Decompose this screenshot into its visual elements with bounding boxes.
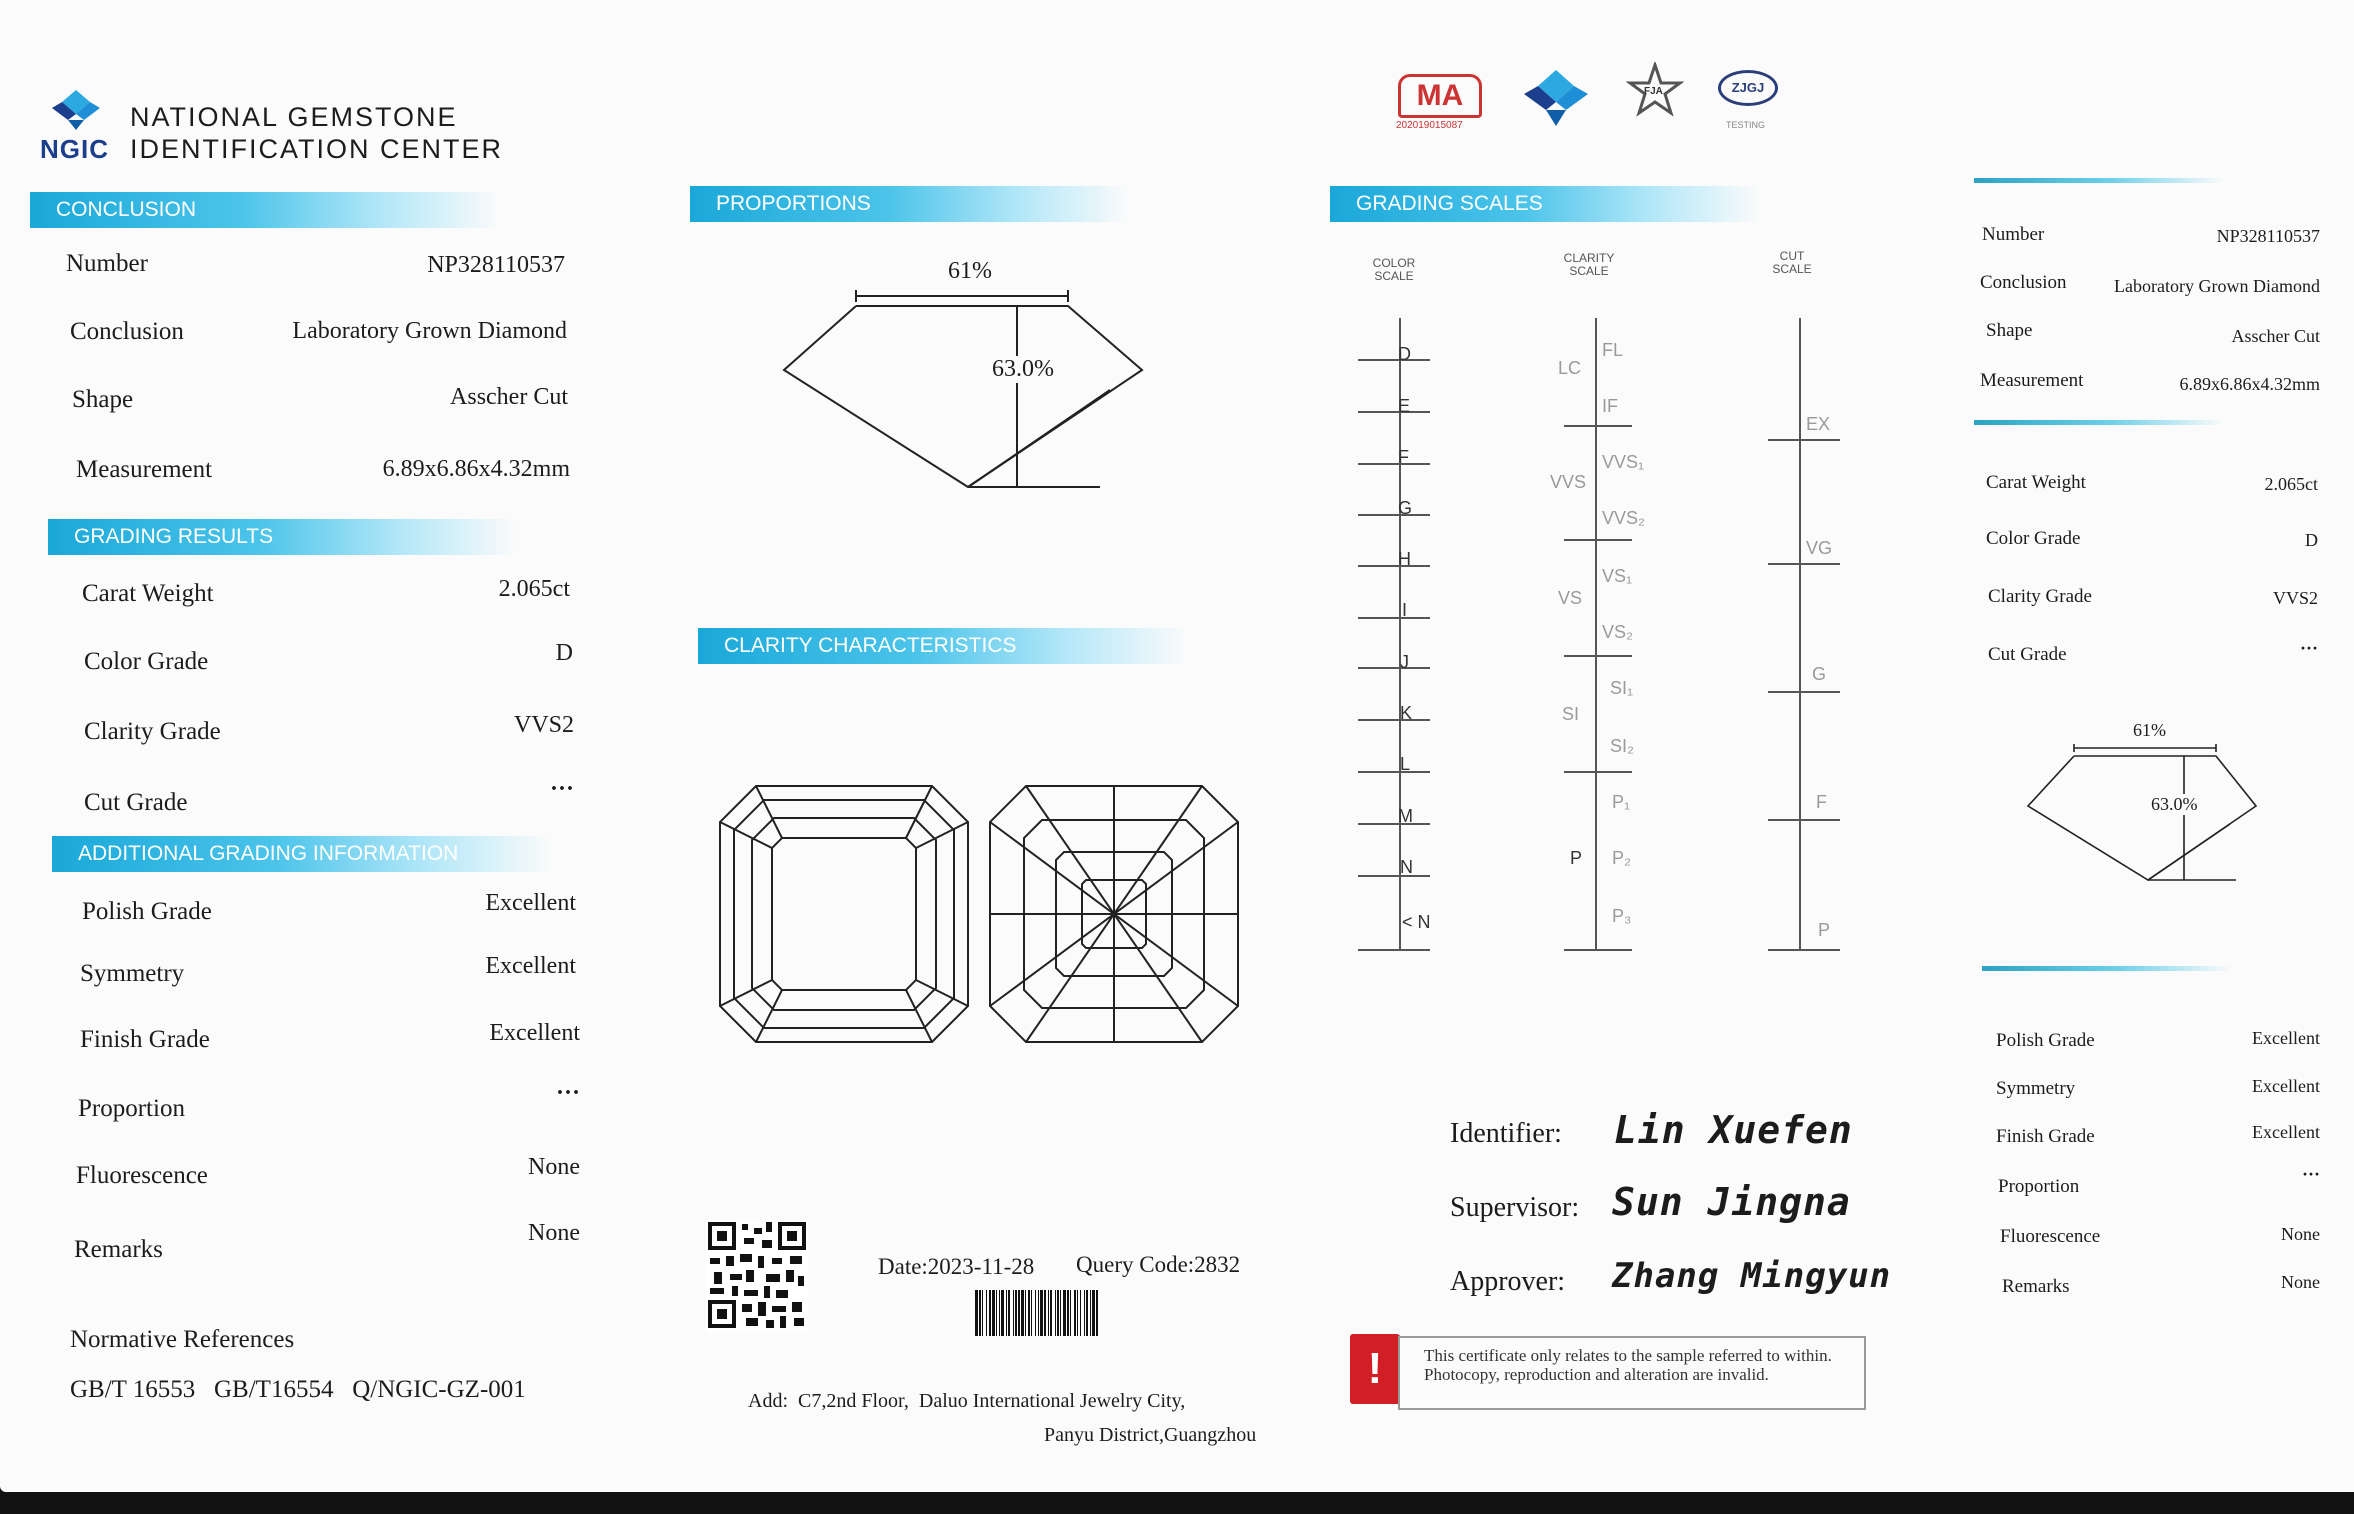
summary-value-clarity: VVS2 — [2272, 588, 2318, 608]
conclusion-label-shape: Shape — [72, 386, 134, 413]
warning-icon: ! — [1350, 1334, 1400, 1404]
clarity-grade-si2: SI₂ — [1610, 736, 1634, 756]
supervisor-label: Supervisor: — [1450, 1192, 1580, 1223]
org-name-line2: IDENTIFICATION CENTER — [130, 134, 504, 164]
warning-text: This certificate only relates to the sample referred to within. Photocopy, reproduction and alteration are invalid. — [1398, 1336, 1866, 1410]
address-line2: Panyu District,Guangzhou — [1044, 1424, 1257, 1446]
clarity-grade-vs1: VS₁ — [1602, 566, 1633, 586]
summary-value-cut: ··· — [2299, 638, 2318, 658]
clarity-grade-vs2: VS₂ — [1602, 622, 1633, 642]
clarity-grade-if: IF — [1602, 396, 1618, 416]
clarity-group-vvs: VVS — [1550, 472, 1587, 492]
summary-label-finish: Finish Grade — [1996, 1126, 2095, 1147]
cut-scale-title: CUT SCALE — [1772, 249, 1812, 276]
supervisor-signature: Sun Jingna — [1612, 1180, 1851, 1224]
cma-seal-number: 202019015087 — [1396, 120, 1463, 131]
color-grade-m: M — [1398, 806, 1413, 826]
zjgj-seal-sub: TESTING — [1726, 120, 1766, 130]
result-label-carat: Carat Weight — [82, 580, 214, 607]
summary-proportion-diagram — [2016, 730, 2266, 890]
result-value-carat: 2.065ct — [498, 576, 570, 602]
conclusion-banner: CONCLUSION — [30, 192, 500, 228]
additional-label-proportion: Proportion — [78, 1095, 185, 1122]
grading-results-banner: GRADING RESULTS — [48, 519, 518, 555]
additional-value-fluorescence: None — [528, 1154, 580, 1180]
identifier-label: Identifier: — [1450, 1118, 1562, 1149]
clarity-characteristics-banner: CLARITY CHARACTERISTICS — [698, 628, 1188, 664]
clarity-group-si: SI — [1562, 704, 1580, 724]
color-grade-l: L — [1400, 754, 1411, 774]
zjgj-seal: ZJGJ — [1718, 70, 1778, 106]
conclusion-value-number: NP328110537 — [427, 252, 565, 278]
pavilion-view-diagram — [986, 782, 1242, 1046]
summary-value-color: D — [2305, 530, 2318, 550]
additional-label-symmetry: Symmetry — [80, 960, 185, 987]
clarity-grade-p1: P₁ — [1612, 792, 1631, 812]
summary-divider-top — [1974, 178, 2224, 183]
cut-grade-ex: EX — [1806, 414, 1831, 434]
approver-signature: Zhang Mingyun — [1612, 1256, 1892, 1296]
summary-value-proportion: ··· — [2301, 1164, 2320, 1184]
summary-label-carat: Carat Weight — [1986, 472, 2086, 493]
query-code: Query Code:2832 — [1076, 1252, 1241, 1277]
address-line1: Add: C7,2nd Floor, Daluo International Jewelry City, — [748, 1390, 1186, 1412]
proportion-depth-percent: 63.0% — [988, 356, 1058, 383]
grading-scales-banner: GRADING SCALES — [1330, 186, 1760, 222]
additional-label-polish: Polish Grade — [82, 898, 212, 925]
color-grade-k: K — [1400, 703, 1413, 723]
result-value-color: D — [555, 640, 573, 666]
result-value-cut: ··· — [549, 776, 574, 802]
clarity-grade-p3: P₃ — [1612, 906, 1632, 926]
conclusion-label-measurement: Measurement — [76, 456, 213, 483]
additional-value-proportion: ··· — [555, 1080, 580, 1106]
cut-grade-p: P — [1818, 920, 1831, 940]
clarity-grade-si1: SI₁ — [1610, 678, 1634, 698]
result-label-cut: Cut Grade — [84, 789, 188, 816]
clarity-grade-vvs1: VVS₁ — [1602, 452, 1645, 472]
logo-abbreviation: NGIC — [40, 134, 109, 164]
color-grade-h: H — [1398, 549, 1411, 569]
color-grade-g: G — [1398, 498, 1413, 518]
summary-value-measurement: 6.89x6.86x4.32mm — [2179, 374, 2320, 394]
additional-value-remarks: None — [528, 1220, 580, 1246]
summary-label-shape: Shape — [1986, 320, 2033, 341]
summary-label-cut: Cut Grade — [1988, 644, 2067, 665]
cut-grade-f: F — [1816, 792, 1827, 812]
summary-value-symmetry: Excellent — [2252, 1076, 2320, 1096]
result-value-clarity: VVS2 — [513, 712, 574, 738]
color-grade-below-n: < N — [1402, 912, 1431, 932]
identifier-signature: Lin Xuefen — [1614, 1108, 1853, 1152]
color-grade-f: F — [1398, 447, 1409, 467]
summary-value-number: NP328110537 — [2216, 226, 2320, 246]
summary-divider-bottom — [1982, 966, 2232, 971]
clarity-grade-p2: P₂ — [1612, 848, 1631, 868]
clarity-group-lc: LC — [1558, 358, 1582, 378]
result-label-color: Color Grade — [84, 648, 209, 675]
summary-label-symmetry: Symmetry — [1996, 1078, 2076, 1099]
summary-table-percent: 61% — [2130, 720, 2169, 741]
color-grade-j: J — [1400, 652, 1409, 672]
summary-label-proportion: Proportion — [1998, 1176, 2080, 1197]
additional-value-finish: Excellent — [489, 1020, 580, 1046]
summary-value-conclusion: Laboratory Grown Diamond — [2114, 276, 2320, 296]
summary-label-color: Color Grade — [1986, 528, 2081, 549]
summary-label-polish: Polish Grade — [1996, 1030, 2095, 1051]
summary-value-polish: Excellent — [2252, 1028, 2320, 1048]
summary-value-shape: Asscher Cut — [2231, 326, 2320, 346]
additional-value-symmetry: Excellent — [485, 953, 576, 979]
conclusion-label-conclusion: Conclusion — [70, 318, 184, 345]
additional-label-remarks: Remarks — [74, 1236, 163, 1263]
grading-scales-lines — [1350, 310, 1850, 960]
barcode — [975, 1290, 1247, 1336]
summary-value-finish: Excellent — [2252, 1122, 2320, 1142]
normative-references-list: GB/T 16553 GB/T16554 Q/NGIC-GZ-001 — [70, 1376, 526, 1403]
summary-value-fluorescence: None — [2281, 1224, 2320, 1244]
color-grade-i: I — [1402, 600, 1408, 620]
clarity-group-p: P — [1570, 848, 1583, 868]
color-grade-d: D — [1398, 344, 1411, 364]
additional-label-fluorescence: Fluorescence — [76, 1162, 208, 1189]
org-name-line1: NATIONAL GEMSTONE — [130, 102, 458, 132]
conclusion-value-measurement: 6.89x6.86x4.32mm — [382, 456, 570, 482]
conclusion-value-shape: Asscher Cut — [450, 384, 568, 410]
conclusion-label-number: Number — [66, 250, 148, 277]
clarity-scale-title: CLARITY SCALE — [1563, 251, 1615, 278]
crown-view-diagram — [716, 782, 972, 1046]
summary-label-conclusion: Conclusion — [1980, 272, 2067, 293]
certificate-date: Date:2023-11-28 — [878, 1254, 1035, 1279]
color-scale-title: COLOR SCALE — [1372, 256, 1416, 283]
summary-label-fluorescence: Fluorescence — [2000, 1226, 2101, 1247]
clarity-group-vs: VS — [1558, 588, 1583, 608]
summary-value-remarks: None — [2281, 1272, 2320, 1292]
color-grade-e: E — [1398, 396, 1411, 416]
additional-value-polish: Excellent — [485, 890, 576, 916]
ngic-logo-icon — [48, 88, 104, 134]
proportion-table-percent: 61% — [944, 258, 996, 285]
cma-seal: MA — [1398, 74, 1482, 118]
summary-label-number: Number — [1982, 224, 2045, 245]
clarity-grade-fl: FL — [1602, 340, 1624, 360]
color-grade-n: N — [1400, 857, 1413, 877]
summary-label-clarity: Clarity Grade — [1988, 586, 2092, 607]
summary-label-measurement: Measurement — [1980, 370, 2084, 391]
proportion-diagram — [770, 270, 1150, 500]
summary-value-carat: 2.065ct — [2264, 474, 2318, 494]
cut-grade-g: G — [1812, 664, 1827, 684]
additional-info-banner: ADDITIONAL GRADING INFORMATION — [52, 836, 552, 872]
approver-label: Approver: — [1450, 1266, 1566, 1297]
summary-label-remarks: Remarks — [2002, 1276, 2070, 1297]
summary-depth-percent: 63.0% — [2148, 794, 2201, 815]
summary-divider-mid — [1974, 420, 2224, 425]
cut-grade-vg: VG — [1806, 538, 1833, 558]
normative-references-title: Normative References — [70, 1326, 295, 1353]
fja-text: FJA — [1644, 86, 1663, 97]
ngic-seal-icon — [1520, 68, 1592, 130]
additional-label-finish: Finish Grade — [80, 1026, 210, 1053]
clarity-grade-vvs2: VVS₂ — [1602, 508, 1646, 528]
qr-code-icon — [706, 1220, 808, 1332]
result-label-clarity: Clarity Grade — [84, 718, 221, 745]
proportions-banner: PROPORTIONS — [690, 186, 1130, 222]
conclusion-value-conclusion: Laboratory Grown Diamond — [292, 318, 567, 344]
